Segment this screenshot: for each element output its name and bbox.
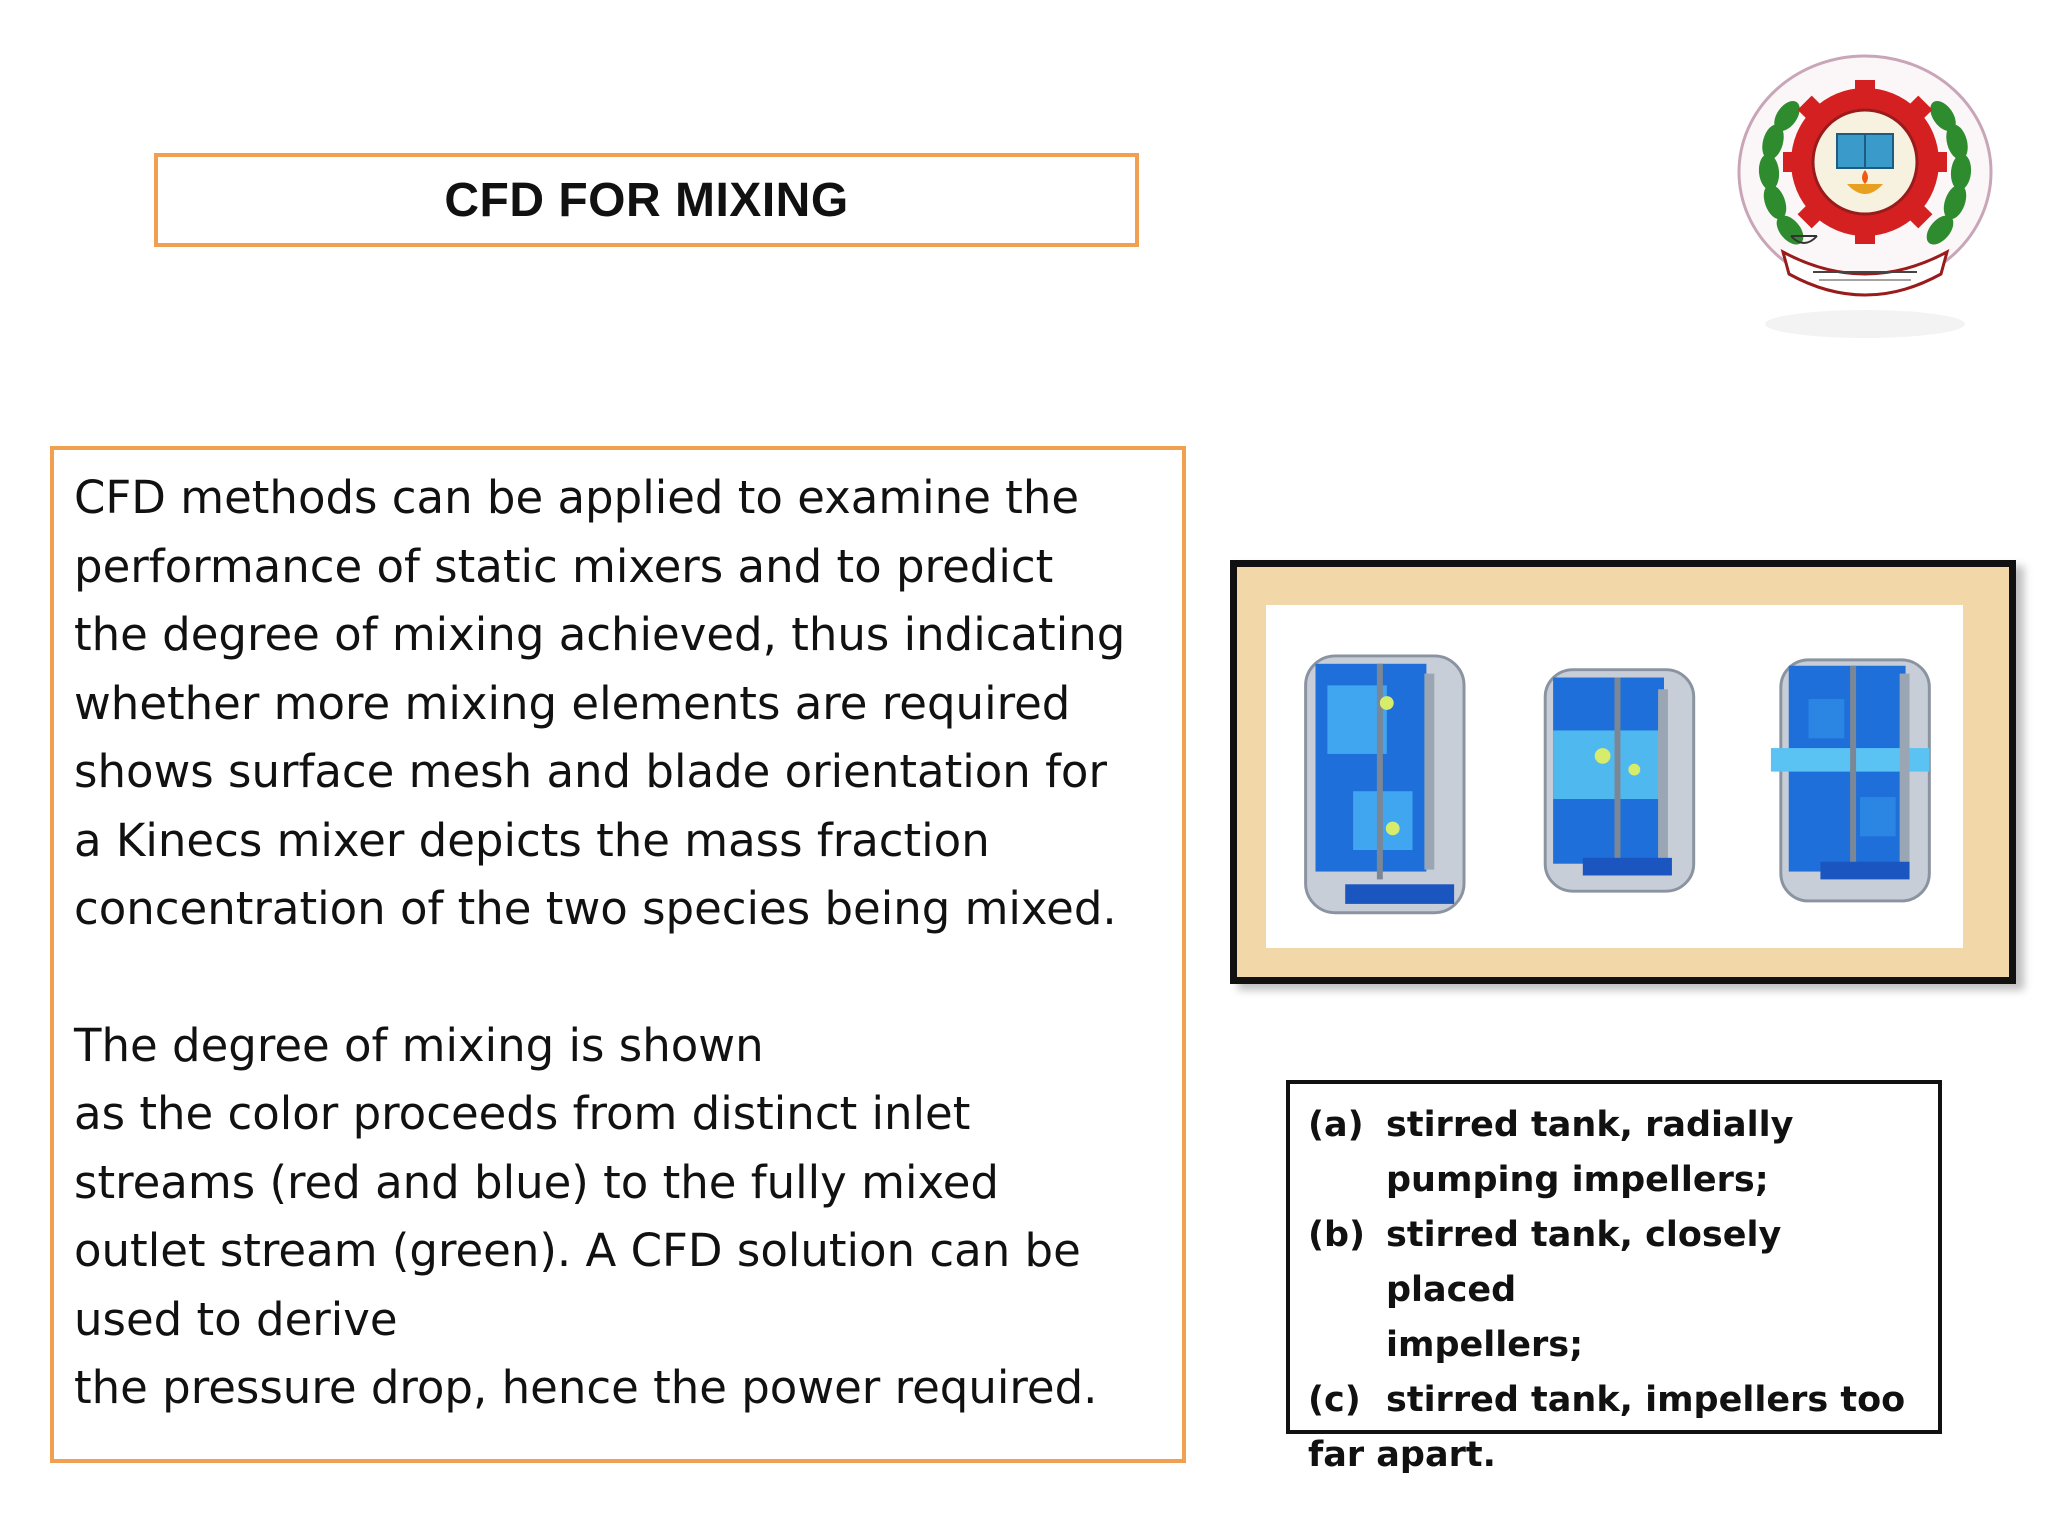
text-line: The degree of mixing is shown xyxy=(74,1018,764,1072)
text-line: concentration of the two species being mixed. xyxy=(74,882,1117,935)
text-line: as the color proceeds from distinct inlet xyxy=(74,1087,971,1140)
caption-text-b: stirred tank, closely placed xyxy=(1386,1215,1782,1310)
caption-text-c: stirred tank, impellers too xyxy=(1386,1380,1906,1420)
stirred-tank-renderings xyxy=(1266,605,1963,948)
text-line: streams (red and blue) to the fully mixed xyxy=(74,1155,999,1209)
text-line: performance of static mixers and to predict xyxy=(74,539,1054,593)
cfd-figure-frame xyxy=(1230,560,2016,984)
caption-text-a-continued: pumping impellers; xyxy=(1386,1160,1769,1200)
paragraph-gap xyxy=(74,944,1164,1012)
stirred-tank-c-icon xyxy=(1771,660,1929,901)
slide-title: CFD FOR MIXING xyxy=(444,173,849,227)
text-line: CFD methods can be applied to examine the xyxy=(74,471,1080,524)
description-box xyxy=(50,446,1186,1463)
caption-text-b-continued: impellers; xyxy=(1386,1325,1584,1365)
stirred-tank-b-icon xyxy=(1545,670,1694,891)
logo-reflection xyxy=(1765,310,1965,338)
figure-caption-box xyxy=(1286,1080,1942,1475)
caption-item-b xyxy=(1308,1208,1920,1318)
caption-label-b: (b) xyxy=(1308,1215,1366,1255)
text-line: shows surface mesh and blade orientation for xyxy=(74,745,1107,798)
caption-text-a: stirred tank, radially xyxy=(1386,1105,1794,1145)
text-line: whether more mixing elements are required xyxy=(74,676,1071,730)
cfd-figure xyxy=(1266,605,1963,948)
caption-label-a: (a) xyxy=(1308,1105,1364,1145)
stirred-tank-a-icon xyxy=(1306,656,1464,913)
paragraph-cfd-methods xyxy=(74,464,1164,944)
text-line: used to derive xyxy=(74,1292,398,1346)
text-line: the degree of mixing achieved, thus indicating xyxy=(74,608,1126,661)
text-line: the pressure drop, hence the power required. xyxy=(74,1361,1098,1414)
text-line: outlet stream (green). A CFD solution can be xyxy=(74,1224,1081,1277)
title-box xyxy=(154,153,1139,247)
college-logo xyxy=(1735,52,1995,352)
text-line: a Kinecs mixer depicts the mass fraction xyxy=(74,813,990,867)
paragraph-degree-of-mixing xyxy=(74,1012,1164,1423)
caption-item-c xyxy=(1308,1373,1920,1428)
caption-text-c-continued: far apart. xyxy=(1308,1435,1496,1475)
caption-label-c: (c) xyxy=(1308,1380,1361,1420)
caption-item-a xyxy=(1308,1098,1920,1153)
